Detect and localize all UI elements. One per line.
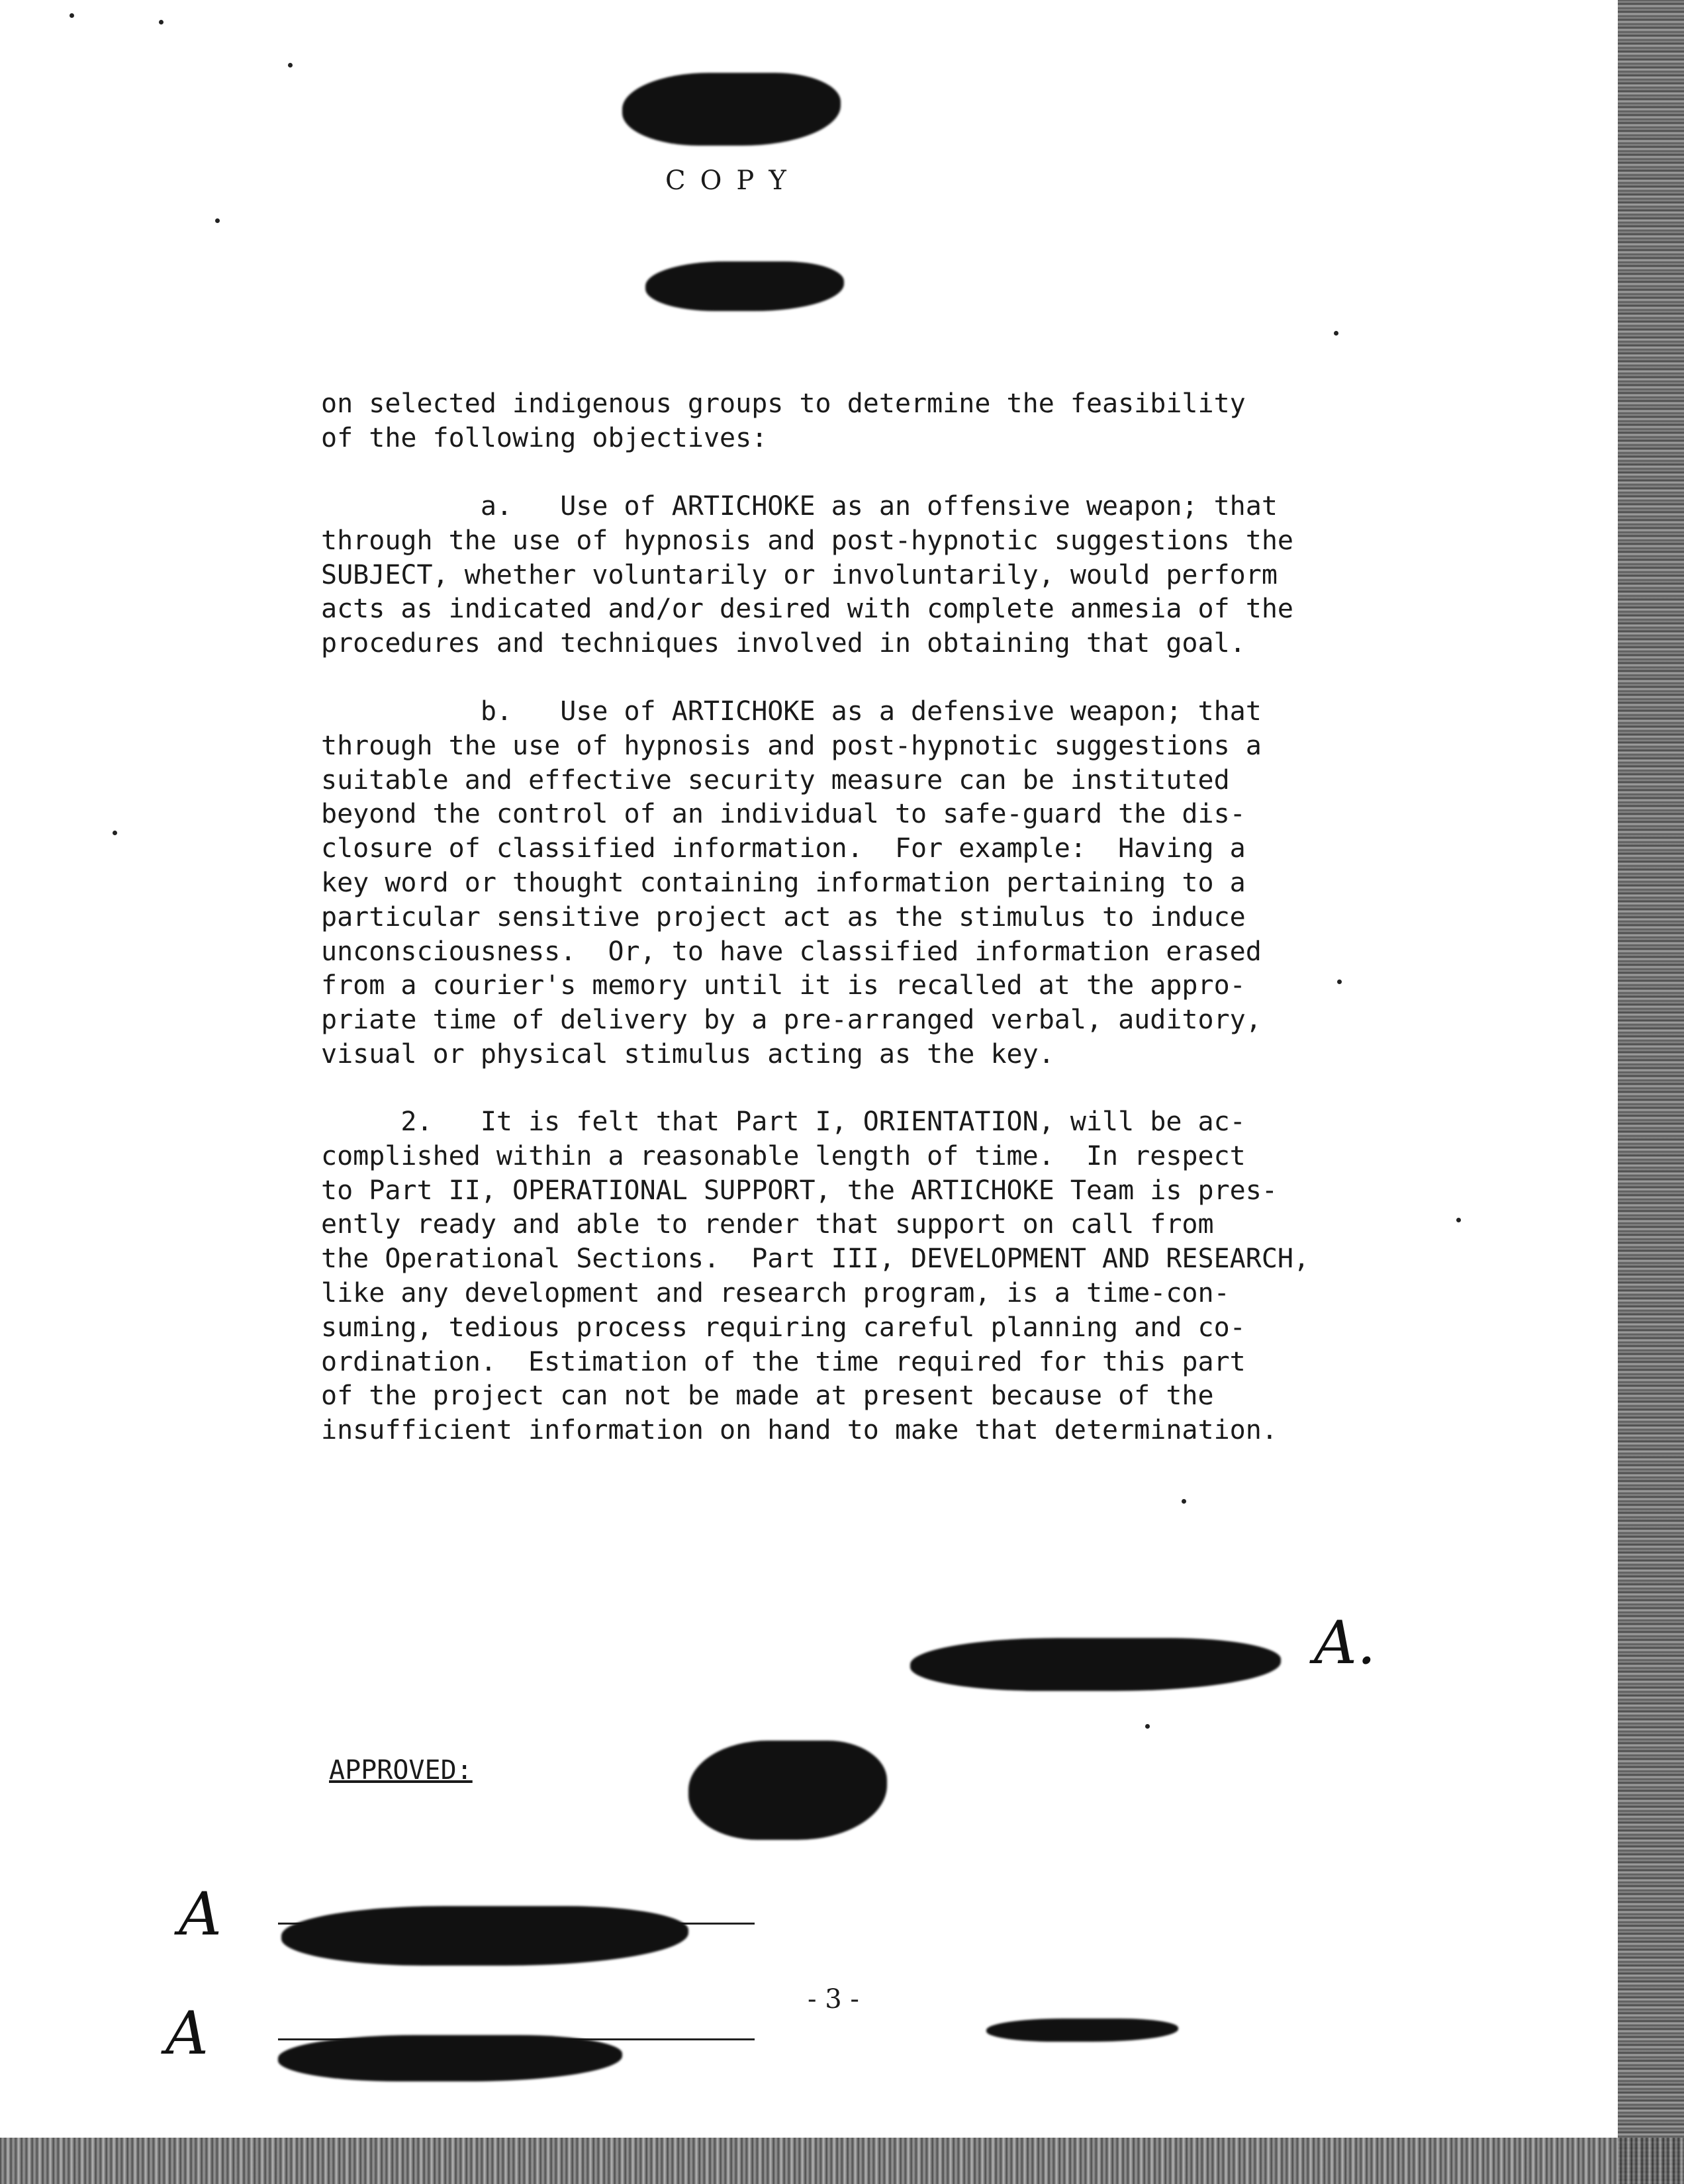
redaction-signature-2	[278, 2035, 622, 2081]
scan-speck	[1334, 331, 1338, 336]
objective-b-paragraph: b. Use of ARTICHOKE as a defensive weapon; that through the use of hypnosis and post-hypnotic suggestions a suitable and effective security measure can be instituted beyond the control of an individual to safe-guard the dis- closure of classified information. For example: Having a key word or thought containing information pertaining to a particular sensitive project act as the stimulus to induce unconsciousness. Or, to have classified information erased from a courier's memory until it is recalled at the appro- priate time of delivery by a pre-arranged verbal, auditory, visual or physical stimulus acting as the key.	[321, 696, 1262, 1069]
scan-speck	[1456, 1218, 1461, 1222]
scan-edge-bottom	[0, 2138, 1684, 2184]
scan-speck	[1182, 1499, 1186, 1504]
intro-paragraph: on selected indigenous groups to determine the feasibility of the following objectives:	[321, 388, 1246, 453]
handwritten-mark-left-2: A	[165, 1999, 209, 2068]
scan-speck	[1337, 979, 1342, 984]
approved-label: APPROVED:	[329, 1755, 473, 1786]
scan-speck	[113, 831, 117, 835]
scan-speck	[1145, 1724, 1150, 1729]
scan-edge-right	[1618, 0, 1684, 2184]
page-number: - 3 -	[808, 1984, 859, 2015]
objective-a-paragraph: a. Use of ARTICHOKE as an offensive weapon; that through the use of hypnosis and post-hypnotic suggestions the SUBJECT, whether voluntarily or involuntarily, would perform acts as indicated and/or desired with complete anmesia of the procedures and techniques involved in obtaining that goal.	[321, 491, 1294, 659]
redaction-under-copy	[645, 261, 844, 311]
copy-label: COPY	[665, 165, 801, 196]
redaction-top	[622, 73, 841, 146]
redaction-bottom-right	[986, 2019, 1178, 2042]
scan-speck	[215, 218, 220, 223]
handwritten-mark-left-1: A	[179, 1880, 222, 1949]
redaction-signature-right	[910, 1638, 1281, 1691]
redaction-signature-1	[281, 1906, 688, 1966]
handwritten-mark-right: A.	[1314, 1608, 1376, 1678]
scan-speck	[159, 20, 164, 24]
scan-speck	[70, 13, 74, 18]
scan-speck	[288, 63, 293, 68]
redaction-approval	[688, 1741, 887, 1840]
paragraph-2: 2. It is felt that Part I, ORIENTATION, will be ac- complished within a reasonable length of time. In respect to Part II, OPERATIONAL SUPPORT, the ARTICHOKE Team is pres- ently ready and able to render that support on call from the Operational Sections. Part III, DEVELOPMENT AND RESEARCH, like any development and research program, is a time-con- suming, tedious process requiring careful planning and co- ordination. Estimation of the time required for this part of the project can not be made at present because of the insufficient information on hand to make that determination.	[321, 1107, 1310, 1446]
